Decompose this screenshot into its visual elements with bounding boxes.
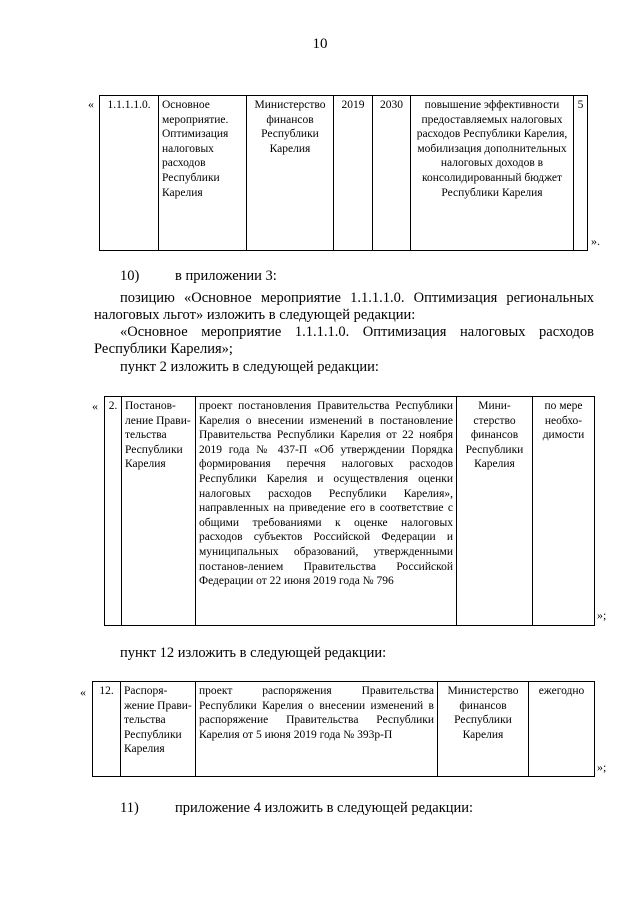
item-number: 11): [120, 800, 139, 816]
item-text: приложение 4 изложить в следующей редакции:: [175, 800, 474, 816]
plan-table-3: [92, 681, 595, 777]
cell-content: проект постановления Правительства Республики Карелия о внесении изменений в постановление Правительства Республики Карелия от 22 ноября 2019 года № 437-П «Об утверждении Порядка формирования перечня налоговых расходов Республики Карелия и осуществления оценки налоговых расходов Республики Карелия», направленных на приведение его в соответствие с общими требованиями к оценке налоговых расходов субъектов Российской Федерации и муниципальных образований, утвержденными постанов-лением Правительства Российской Федерации от 22 июня 2019 года № 796: [196, 397, 457, 626]
program-table-1: [99, 95, 588, 251]
quote-close: ».: [591, 234, 600, 248]
item-text: в приложении 3:: [175, 268, 277, 284]
quote-open: «: [88, 97, 94, 111]
cell-measure-name: Основное мероприятие. Оптимизация налоговых расходов Республики Карелия: [159, 96, 247, 251]
cell-indicator: 5: [574, 96, 588, 251]
paragraph: позицию «Основное мероприятие 1.1.1.1.0. Оптимизация региональных налоговых льгот» изложить в следующей редакции:: [94, 290, 594, 323]
item-number: 10): [120, 268, 140, 284]
cell-executor: Министерство финансов Республики Карелия: [247, 96, 334, 251]
table-row: [105, 397, 595, 626]
quote-close: »;: [597, 608, 607, 622]
cell-deadline: ежегодно: [529, 682, 595, 777]
cell-executor: Министерство финансов Республики Карелия: [438, 682, 529, 777]
cell-start-year: 2019: [334, 96, 373, 251]
plan-table-2: [104, 396, 595, 626]
cell-expected-result: повышение эффективности предоставляемых налоговых расходов Республики Карелия, мобилизация дополнительных налоговых доходов в консолидированный бюджет Республики Карелия: [411, 96, 574, 251]
table-row: [100, 96, 588, 251]
quote-close: »;: [597, 760, 607, 774]
cell-number: 1.1.1.1.0.: [100, 96, 159, 251]
cell-end-year: 2030: [373, 96, 411, 251]
quote-open: «: [80, 685, 86, 699]
cell-number: 12.: [93, 682, 121, 777]
quote-open: «: [92, 399, 98, 413]
paragraph: пункт 2 изложить в следующей редакции:: [120, 359, 379, 375]
cell-number: 2.: [105, 397, 122, 626]
cell-content: проект распоряжения Правительства Республики Карелия о внесении изменений в распоряжение Правительства Республики Карелия от 5 июня 2019 года № 393р-П: [196, 682, 438, 777]
cell-document-type: Распоря-жение Прави-тельства Республики Карелия: [121, 682, 196, 777]
page-number: 10: [312, 36, 328, 52]
cell-deadline: по мере необхо-димости: [533, 397, 595, 626]
cell-document-type: Постанов-ление Прави-тельства Республики Карелия: [122, 397, 196, 626]
table-row: [93, 682, 595, 777]
paragraph: «Основное мероприятие 1.1.1.1.0. Оптимизация налоговых расходов Республики Карелия»;: [94, 324, 594, 357]
paragraph: пункт 12 изложить в следующей редакции:: [120, 645, 387, 661]
cell-executor: Мини-стерство финансов Республики Карелия: [457, 397, 533, 626]
